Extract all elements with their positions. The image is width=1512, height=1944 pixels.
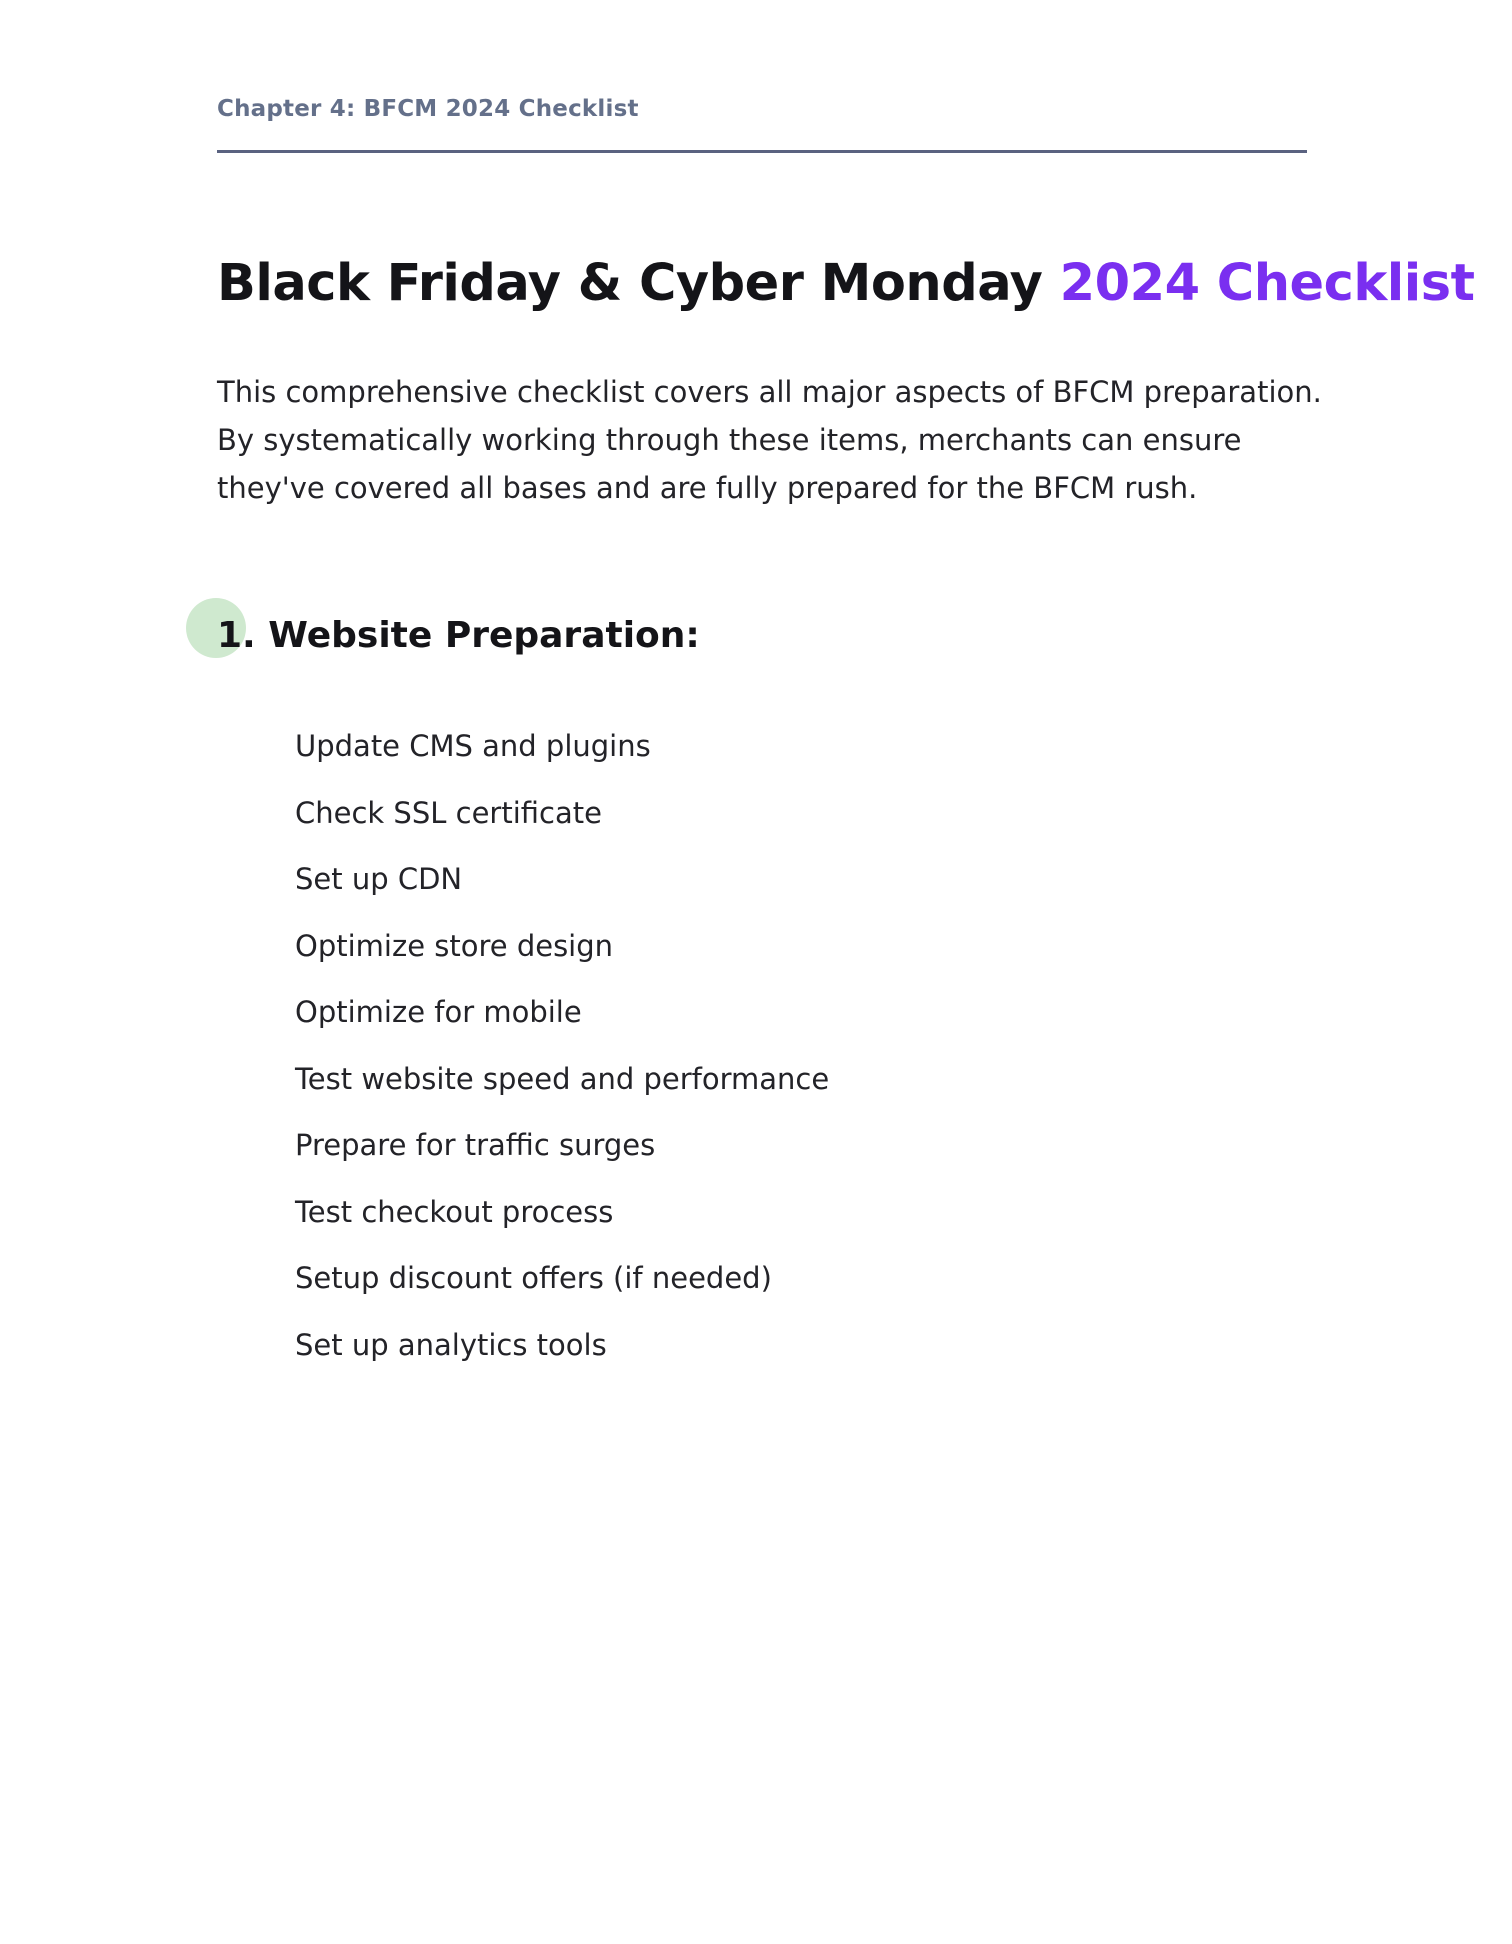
- checklist-item: Update CMS and plugins: [295, 729, 651, 763]
- intro-line: This comprehensive checklist covers all major aspects of BFCM preparation.: [217, 375, 1322, 409]
- checklist-item: Optimize store design: [295, 928, 614, 963]
- checklist: [295, 713, 829, 1378]
- checklist-item: Set up analytics tools: [295, 1327, 607, 1362]
- checklist-item: Set up CDN: [295, 862, 463, 896]
- checklist-item: Setup discount offers (if needed): [295, 1261, 772, 1295]
- section-number: 1.: [217, 615, 256, 656]
- intro-line: they've covered all bases and are fully prepared for the BFCM rush.: [217, 471, 1198, 505]
- checklist-item: Test checkout process: [295, 1194, 614, 1229]
- page-title: [217, 252, 1474, 316]
- intro-line: By systematically working through these items, merchants can ensure: [217, 423, 1242, 457]
- running-header: Chapter 4: BFCM 2024 Checklist: [217, 96, 639, 122]
- intro-paragraph: [217, 368, 1337, 512]
- section-title: Website Preparation:: [268, 615, 700, 656]
- header-divider: [217, 150, 1307, 153]
- checklist-item: Optimize for mobile: [295, 995, 582, 1029]
- checklist-item: Prepare for traffic surges: [295, 1128, 656, 1162]
- checklist-item: Test website speed and performance: [295, 1061, 830, 1096]
- section-heading: [217, 606, 700, 666]
- title-main: Black Friday & Cyber Monday: [217, 254, 1043, 313]
- title-accent: 2024 Checklist: [1059, 254, 1475, 313]
- checklist-item: Check SSL certificate: [295, 795, 602, 830]
